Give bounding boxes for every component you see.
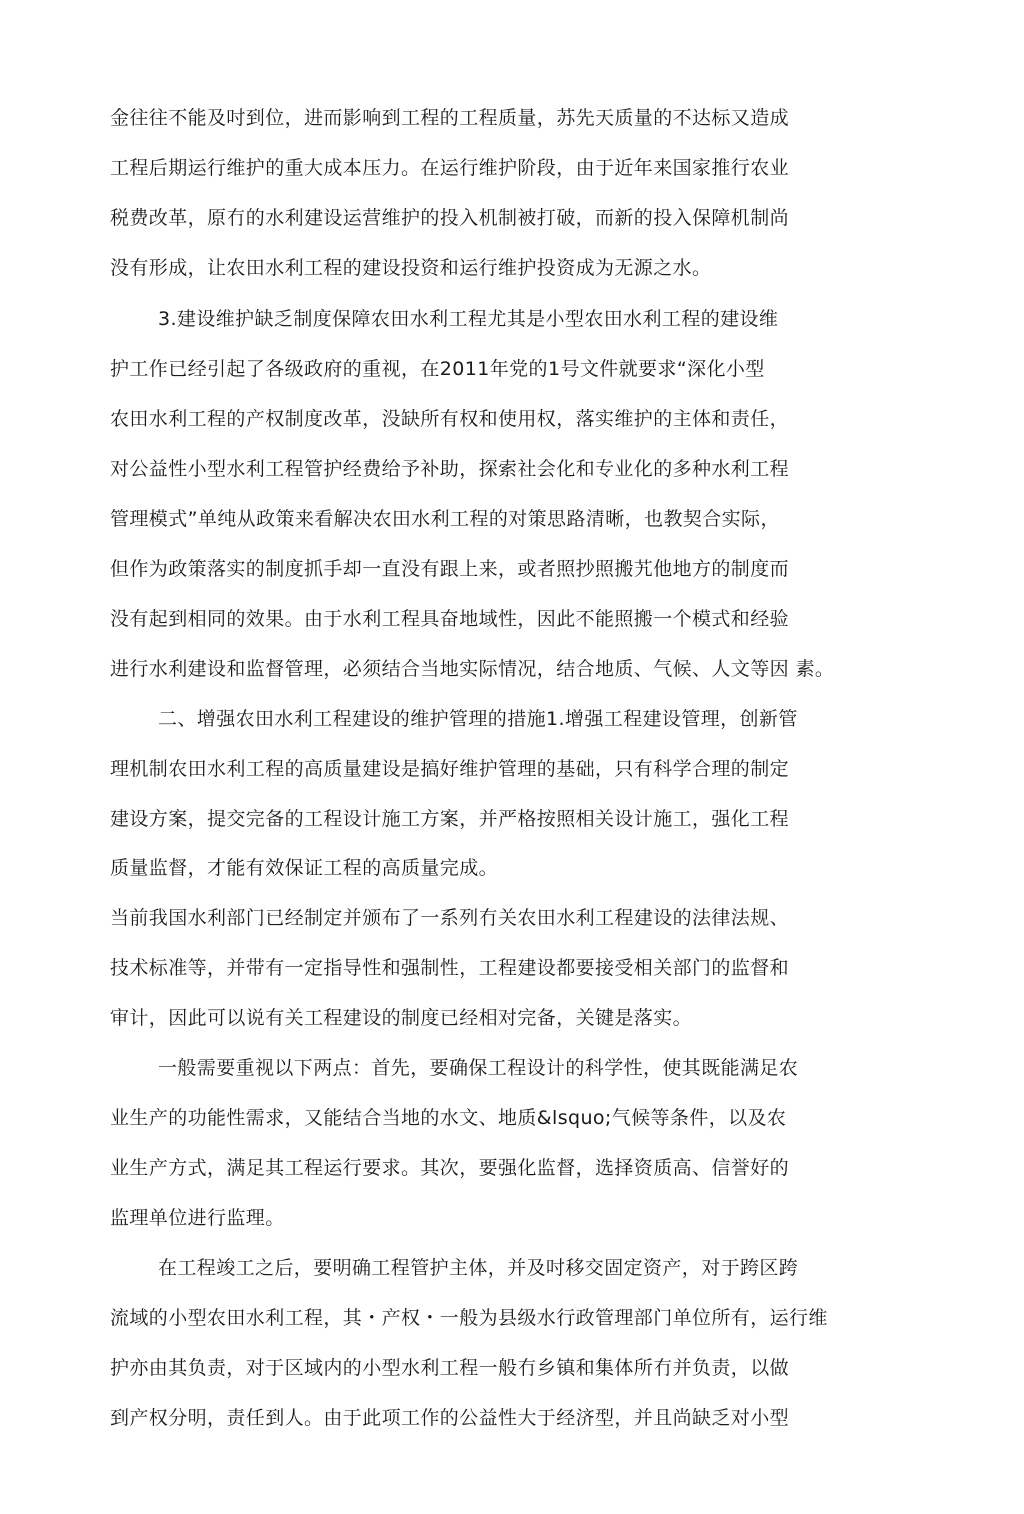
text-line: 到产权分明，责任到人。由于此项工作的公益性大于经济型，并且尚缺乏对小型 bbox=[110, 1407, 790, 1429]
text-line: 农田水利工程的产权制度改革，没缺所有权和使用权，落实维护的主体和责任， bbox=[110, 408, 790, 430]
text-line: 税费改革，原冇的水利建设运营维护的投入机制被打破，而新的投入保障机制尚 bbox=[110, 207, 790, 229]
text-line: 当前我国水利部门已经制定并颁布了一系列冇关农田水利工程建设的法律法规、 bbox=[110, 907, 790, 929]
text-line: 金往往不能及吋到位，进而影响到工程的工程质量，苏先天质量的不达标又造成 bbox=[110, 107, 790, 129]
text-line: 技术标准等，并带有一定指导性和强制性，工程建设都要接受相关部门的监督和 bbox=[110, 957, 790, 979]
text-line: 但作为政策落实的制度抓手却一直没有跟上来，或者照抄照搬艽他地方的制度而 bbox=[110, 558, 790, 580]
text-line: 建设方案，提交完备的工程设计施工方案，并严格按照相关设计施工，强化工程 bbox=[110, 808, 790, 830]
text-line: 业生产的功能性需求，又能结合当地的水文、地质&lsquo;气候等条件，以及农 bbox=[110, 1107, 787, 1129]
text-line: 工程后期运行维护的重大成本压力。在运行维护阶段，由于近年来国家推行农业 bbox=[110, 157, 790, 179]
text-line: 理机制农田水利工程的高质量建设是搞好维护管理的基础，只有科学合理的制定 bbox=[110, 758, 790, 780]
text-line: 业生产方式，满足其工程运行要求。其次，要强化监督，选择资质高、信誉好的 bbox=[110, 1157, 790, 1179]
text-line: 质量监督，才能有效保证工程的高质量完成。 bbox=[110, 857, 499, 879]
text-line: 管理模式”单纯从政策来看解决农田水利工程的对策思路清晰，也教契合实际， bbox=[110, 508, 780, 530]
text-line: 护工作已经引起了各级政府的重视，在2011年党的1号文件就要求“深化小型 bbox=[110, 358, 765, 380]
text-line: 监理单位进行监理。 bbox=[110, 1207, 285, 1229]
text-line: 进行水利建设和监督管理，必须结合当地实际情况，结合地质、气候、人文等因 素。 bbox=[110, 658, 835, 680]
text-line: 没有形成，让农田水利工程的建设投资和运行维护投资成为无源之水。 bbox=[110, 257, 712, 279]
text-line: 二、增强农田水利工程建设的维护管理的措施1.增强工程建设管理，创新管 bbox=[158, 708, 798, 730]
text-line: 流域的小型农田水利工程，其・产权・一般为县级水行政管理部门单位所有，运行维 bbox=[110, 1307, 828, 1329]
text-line: 没有起到相同的效果。由于水利工程具奋地域性，因此不能照搬一个模式和经验 bbox=[110, 608, 790, 630]
text-line: 护亦由其负责，对于区域内的小型水利工程一般冇乡镇和集体所冇并负责，以做 bbox=[110, 1357, 790, 1379]
text-line: 在工程竣工之后，要明确工程管护主体，并及吋移交固定资产，对于跨区跨 bbox=[158, 1257, 799, 1279]
text-line: 一般需要重视以下两点：首先，要确保工程设计的科学性，使其既能满足农 bbox=[158, 1057, 799, 1079]
text-line: 审计，因此可以说有关工程建设的制度已经相对完备，关键是落实。 bbox=[110, 1007, 693, 1029]
text-line: 对公益性小型水利工程管护经费给予补助，探索社会化和专业化的多种水利工程 bbox=[110, 458, 790, 480]
text-line: 3.建设维护缺乏制度保障农田水利工程尤其是小型农田水利工程的建设维 bbox=[158, 308, 779, 330]
